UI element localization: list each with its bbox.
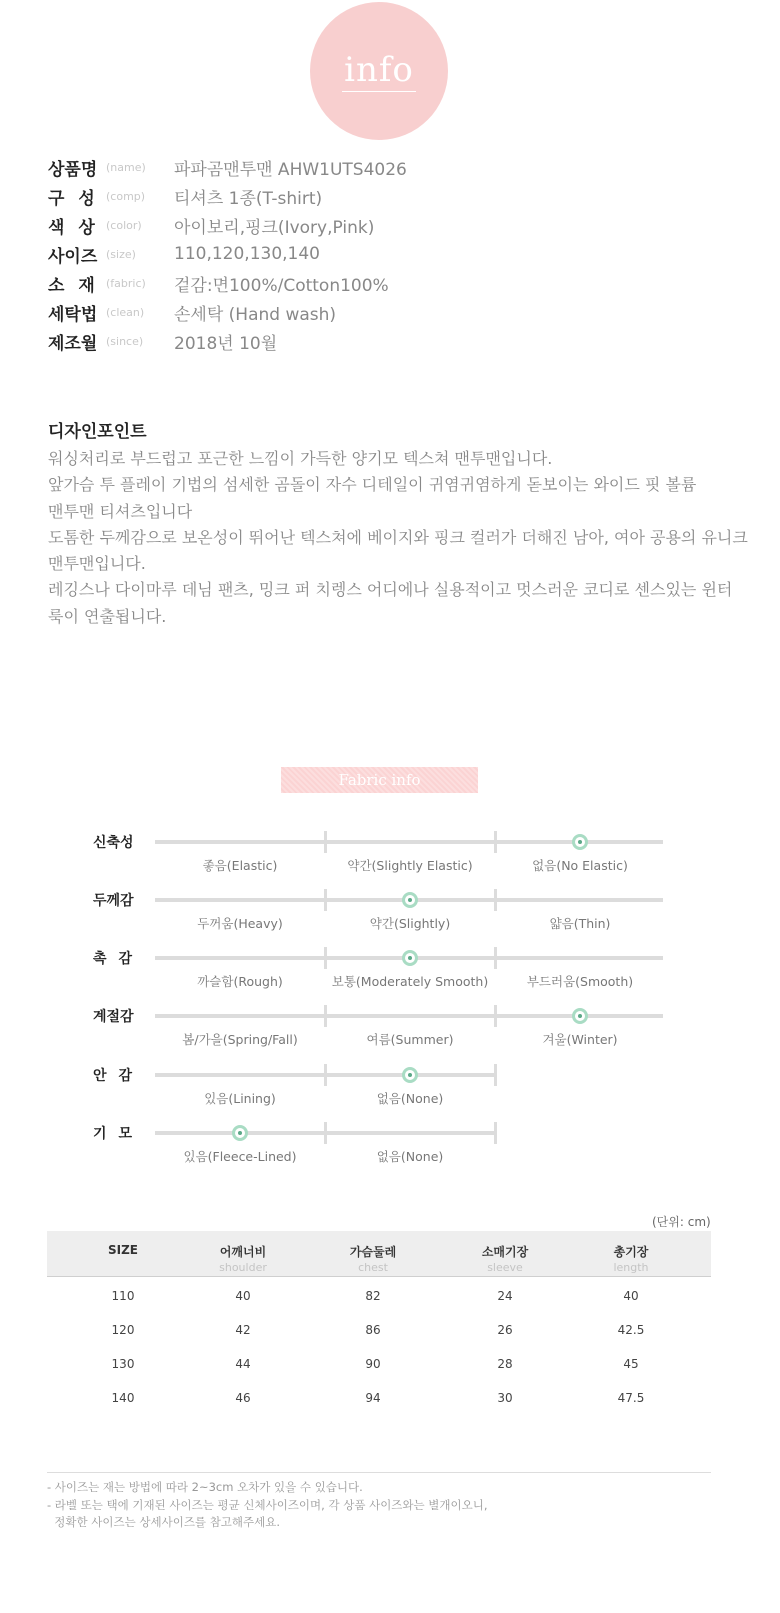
fabric-option-label: 여름(Summer) [366, 1032, 454, 1047]
fabric-scale-tick [494, 889, 497, 911]
size-table-cell: 90 [365, 1357, 381, 1371]
size-table-cell: 86 [365, 1323, 381, 1337]
size-table-cell: 47.5 [617, 1391, 645, 1405]
size-table-cell: 110 [111, 1289, 135, 1303]
fabric-option-label: 부드러움(Smooth) [526, 974, 634, 989]
fabric-option-label: 없음(No Elastic) [532, 858, 628, 873]
fabric-option-label: 두꺼움(Heavy) [197, 916, 283, 931]
design-point-line: 맨투맨입니다. [48, 554, 146, 574]
size-table-cell: 140 [111, 1391, 135, 1405]
fabric-selected-marker [572, 834, 588, 850]
header-korean-label: SIZE [107, 1243, 138, 1257]
product-info-eng-label: (since) [106, 334, 144, 348]
info-badge [310, 2, 448, 140]
fabric-selected-marker [402, 950, 418, 966]
product-info-label: 색상 [48, 217, 109, 238]
size-table-cell: 94 [365, 1391, 381, 1405]
fabric-info-title: Fabric info [338, 771, 421, 789]
fabric-scale-tick [324, 1122, 327, 1144]
size-table-cell: 130 [111, 1357, 135, 1371]
product-info-row [48, 154, 407, 180]
fabric-option-label: 있음(Lining) [204, 1091, 276, 1106]
unit-label: (단위: cm) [652, 1215, 711, 1229]
fabric-row-label: 촉감 [93, 951, 145, 967]
fabric-option-label: 보통(Moderately Smooth) [331, 974, 489, 989]
fabric-row-label: 신축성 [93, 835, 134, 851]
fabric-scale-tick [494, 831, 497, 853]
size-table-cell: 28 [497, 1357, 513, 1371]
size-table-cell: 40 [235, 1289, 251, 1303]
product-info-label: 상품명 [48, 159, 98, 180]
fabric-scale-tick [494, 947, 497, 969]
size-table-header-cell [566, 1243, 696, 1274]
fabric-scale-tick [494, 1064, 497, 1086]
product-info-value: 겉감:면100%/Cotton100% [174, 275, 389, 296]
header-korean-label: 총기장 [613, 1245, 649, 1259]
product-info-row [48, 270, 389, 296]
size-table-cell: 30 [497, 1391, 513, 1405]
product-info-eng-label: (fabric) [106, 276, 146, 290]
size-table-cell: 44 [235, 1357, 251, 1371]
design-point-line: 레깅스나 다이마루 데님 팬츠, 밍크 퍼 치렝스 어디에나 실용적이고 멋스러운 코디로 센스있는 윈터 [48, 580, 733, 600]
header-english-label: shoulder [219, 1261, 267, 1274]
size-note-line: - 라벨 또는 택에 기재된 사이즈는 평균 신체사이즈이며, 각 상품 사이즈와는 별개이오니, [47, 1498, 488, 1512]
fabric-scale-tick [494, 1122, 497, 1144]
size-table-header-cell [58, 1243, 188, 1258]
fabric-option-label: 얇음(Thin) [549, 916, 611, 931]
size-table-cell: 82 [365, 1289, 381, 1303]
fabric-row-label: 안감 [93, 1068, 145, 1084]
fabric-option-label: 까슬함(Rough) [197, 974, 283, 989]
fabric-row-label: 두께감 [93, 893, 134, 909]
fabric-option-label: 없음(None) [376, 1091, 444, 1106]
header-korean-label: 소매기장 [481, 1245, 529, 1259]
fabric-scale-tick [324, 1064, 327, 1086]
design-point-line: 도톰한 두께감으로 보온성이 뛰어난 텍스쳐에 베이지와 핑크 컬러가 더해진 남아, 여아 공용의 유니크 [48, 527, 748, 547]
design-point-title: 디자인포인트 [48, 422, 147, 442]
fabric-selected-marker [572, 1008, 588, 1024]
header-english-label: chest [358, 1261, 388, 1274]
size-table-cell: 46 [235, 1391, 251, 1405]
header-english-label: length [613, 1261, 649, 1274]
fabric-option-label: 있음(Fleece-Lined) [183, 1149, 297, 1164]
design-point-text [48, 446, 748, 630]
fabric-scale-tick [494, 1005, 497, 1027]
fabric-scale-tick [324, 889, 327, 911]
product-info-eng-label: (size) [106, 247, 136, 261]
product-info-value: 파파곰맨투맨 AHW1UTS4026 [174, 159, 407, 180]
size-table-cell: 120 [111, 1323, 135, 1337]
size-table-header-cell [178, 1243, 308, 1274]
fabric-row-label: 계절감 [93, 1009, 134, 1025]
product-info-row [48, 212, 374, 238]
design-point-line: 룩이 연출됩니다. [48, 606, 167, 626]
product-info-value: 티셔츠 1종(T-shirt) [174, 188, 323, 209]
fabric-option-label: 약간(Slightly Elastic) [347, 858, 473, 873]
product-info-eng-label: (color) [106, 218, 142, 232]
header-english-label: sleeve [487, 1261, 523, 1274]
header-korean-label: 어깨너비 [219, 1245, 267, 1259]
product-info-value: 아이보리,핑크(Ivory,Pink) [174, 217, 375, 238]
fabric-scale-tick [324, 1005, 327, 1027]
product-info-value: 2018년 10월 [174, 333, 278, 354]
product-info-label: 소재 [48, 275, 109, 296]
fabric-info-banner [281, 767, 478, 793]
design-point-line: 워싱처리로 부드럽고 포근한 느낌이 가득한 양기모 텍스쳐 맨투맨입니다. [48, 449, 553, 468]
fabric-selected-marker [232, 1125, 248, 1141]
size-note-line: 정확한 사이즈는 상세사이즈를 참고해주세요. [47, 1515, 281, 1529]
size-table-header-cell [308, 1243, 438, 1274]
product-info-label: 제조월 [48, 333, 98, 354]
product-info-label: 세탁법 [48, 304, 98, 325]
fabric-selected-marker [402, 892, 418, 908]
product-info-row [48, 183, 322, 209]
product-info-row [48, 299, 336, 325]
product-info-eng-label: (clean) [106, 305, 145, 319]
design-point-line: 앞가슴 투 플레이 기법의 섬세한 곰돌이 자수 디테일이 귀염귀염하게 돋보이는 와이드 핏 볼륨 [48, 475, 697, 495]
fabric-option-label: 봄/가을(Spring/Fall) [182, 1032, 298, 1047]
product-info-row [48, 241, 320, 267]
product-info-eng-label: (name) [106, 160, 146, 174]
fabric-option-label: 좋음(Elastic) [202, 858, 278, 873]
fabric-option-label: 없음(None) [376, 1149, 444, 1164]
size-table-cell: 42 [235, 1323, 251, 1337]
fabric-selected-marker [402, 1067, 418, 1083]
fabric-option-label: 겨울(Winter) [542, 1032, 618, 1047]
product-info-label: 구성 [48, 188, 109, 209]
product-info-eng-label: (comp) [106, 189, 146, 203]
product-info-label: 사이즈 [48, 246, 98, 267]
product-info-value: 110,120,130,140 [174, 244, 321, 264]
size-table-cell: 40 [623, 1289, 639, 1303]
product-info-value: 손세탁 (Hand wash) [174, 304, 337, 325]
fabric-scale-tick [324, 947, 327, 969]
design-point-line: 맨투맨 티셔츠입니다 [48, 501, 193, 521]
size-table-cell: 42.5 [617, 1323, 645, 1337]
size-note-line: - 사이즈는 재는 방법에 따라 2~3cm 오차가 있을 수 있습니다. [47, 1480, 363, 1494]
header-korean-label: 가슴둘레 [349, 1245, 397, 1259]
info-badge-text: info [344, 50, 414, 90]
fabric-row-label: 기모 [93, 1126, 145, 1142]
fabric-scale-tick [324, 831, 327, 853]
notes-divider [47, 1472, 711, 1473]
size-table-cell: 26 [497, 1323, 513, 1337]
size-table-header-cell [440, 1243, 570, 1274]
fabric-option-label: 약간(Slightly) [369, 916, 451, 931]
product-info-row [48, 328, 277, 354]
size-table-cell: 24 [497, 1289, 513, 1303]
size-table-cell: 45 [623, 1357, 639, 1371]
